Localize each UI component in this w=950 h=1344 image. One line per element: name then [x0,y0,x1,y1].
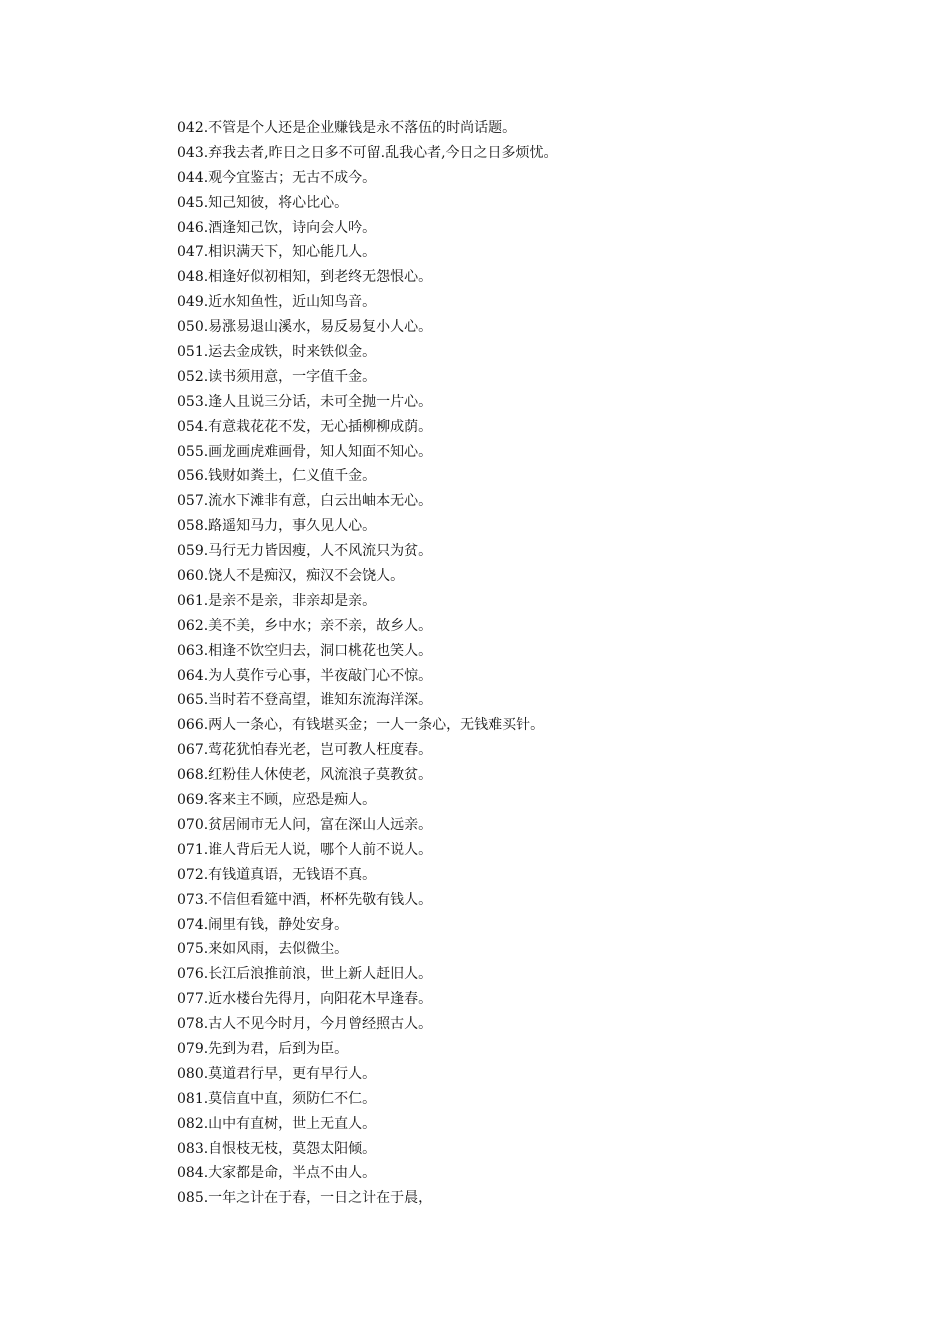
list-item: 071.谁人背后无人说，哪个人前不说人。 [177,841,433,858]
list-item: 062.美不美，乡中水；亲不亲，故乡人。 [177,617,433,634]
list-item: 054.有意栽花花不发，无心插柳柳成荫。 [177,418,433,435]
list-item: 043.弃我去者,昨日之日多不可留.乱我心者,今日之日多烦忧。 [177,144,558,161]
list-item: 082.山中有直树，世上无直人。 [177,1115,377,1132]
list-item: 061.是亲不是亲，非亲却是亲。 [177,592,377,609]
list-item: 058.路遥知马力，事久见人心。 [177,518,377,535]
list-item: 069.客来主不顾，应恐是痴人。 [177,792,377,809]
list-item: 045.知己知彼，将心比心。 [177,194,349,211]
list-item: 067.莺花犹怕春光老，岂可教人枉度春。 [177,742,433,759]
list-item: 066.两人一条心，有钱堪买金；一人一条心，无钱难买针。 [177,717,545,734]
list-item: 072.有钱道真语，无钱语不真。 [177,866,377,883]
list-item: 083.自恨枝无枝，莫怨太阳倾。 [177,1140,377,1157]
list-item: 053.逢人且说三分话，未可全抛一片心。 [177,393,433,410]
list-item: 079.先到为君，后到为臣。 [177,1040,349,1057]
list-item: 075.来如风雨，去似微尘。 [177,941,349,958]
list-item: 081.莫信直中直，须防仁不仁。 [177,1090,377,1107]
list-item: 052.读书须用意，一字值千金。 [177,368,377,385]
list-item: 068.红粉佳人休使老，风流浪子莫教贫。 [177,767,433,784]
proverb-list [177,116,558,1211]
list-item: 076.长江后浪推前浪，世上新人赶旧人。 [177,966,433,983]
list-item: 078.古人不见今时月，今月曾经照古人。 [177,1016,433,1033]
list-item: 084.大家都是命，半点不由人。 [177,1165,377,1182]
list-item: 080.莫道君行早，更有早行人。 [177,1065,377,1082]
list-item: 070.贫居闹市无人问，富在深山人远亲。 [177,816,433,833]
list-item: 065.当时若不登高望，谁知东流海洋深。 [177,692,433,709]
list-item: 046.酒逢知己饮，诗向会人吟。 [177,219,377,236]
list-item: 049.近水知鱼性，近山知鸟音。 [177,294,377,311]
list-item: 073.不信但看筵中酒，杯杯先敬有钱人。 [177,891,433,908]
list-item: 064.为人莫作亏心事，半夜敲门心不惊。 [177,667,433,684]
list-item: 042.不管是个人还是企业赚钱是永不落伍的时尚话题。 [177,120,517,136]
list-item: 063.相逢不饮空归去，洞口桃花也笑人。 [177,642,433,659]
list-item: 050.易涨易退山溪水，易反易复小人心。 [177,319,433,336]
list-item: 077.近水楼台先得月，向阳花木早逢春。 [177,991,433,1008]
list-item: 056.钱财如粪土，仁义值千金。 [177,468,377,485]
list-item: 048.相逢好似初相知，到老终无怨恨心。 [177,269,433,286]
list-item: 085.一年之计在于春，一日之计在于晨， [177,1190,433,1207]
list-item: 074.闹里有钱，静处安身。 [177,916,349,933]
list-item: 059.马行无力皆因瘦，人不风流只为贫。 [177,543,433,560]
list-item: 060.饶人不是痴汉，痴汉不会饶人。 [177,568,405,585]
list-item: 047.相识满天下，知心能几人。 [177,244,377,261]
list-item: 055.画龙画虎难画骨，知人知面不知心。 [177,443,433,460]
list-item: 044.观今宜鉴古；无古不成今。 [177,169,377,186]
list-item: 057.流水下滩非有意，白云出岫本无心。 [177,493,433,510]
list-item: 051.运去金成铁，时来铁似金。 [177,344,377,361]
